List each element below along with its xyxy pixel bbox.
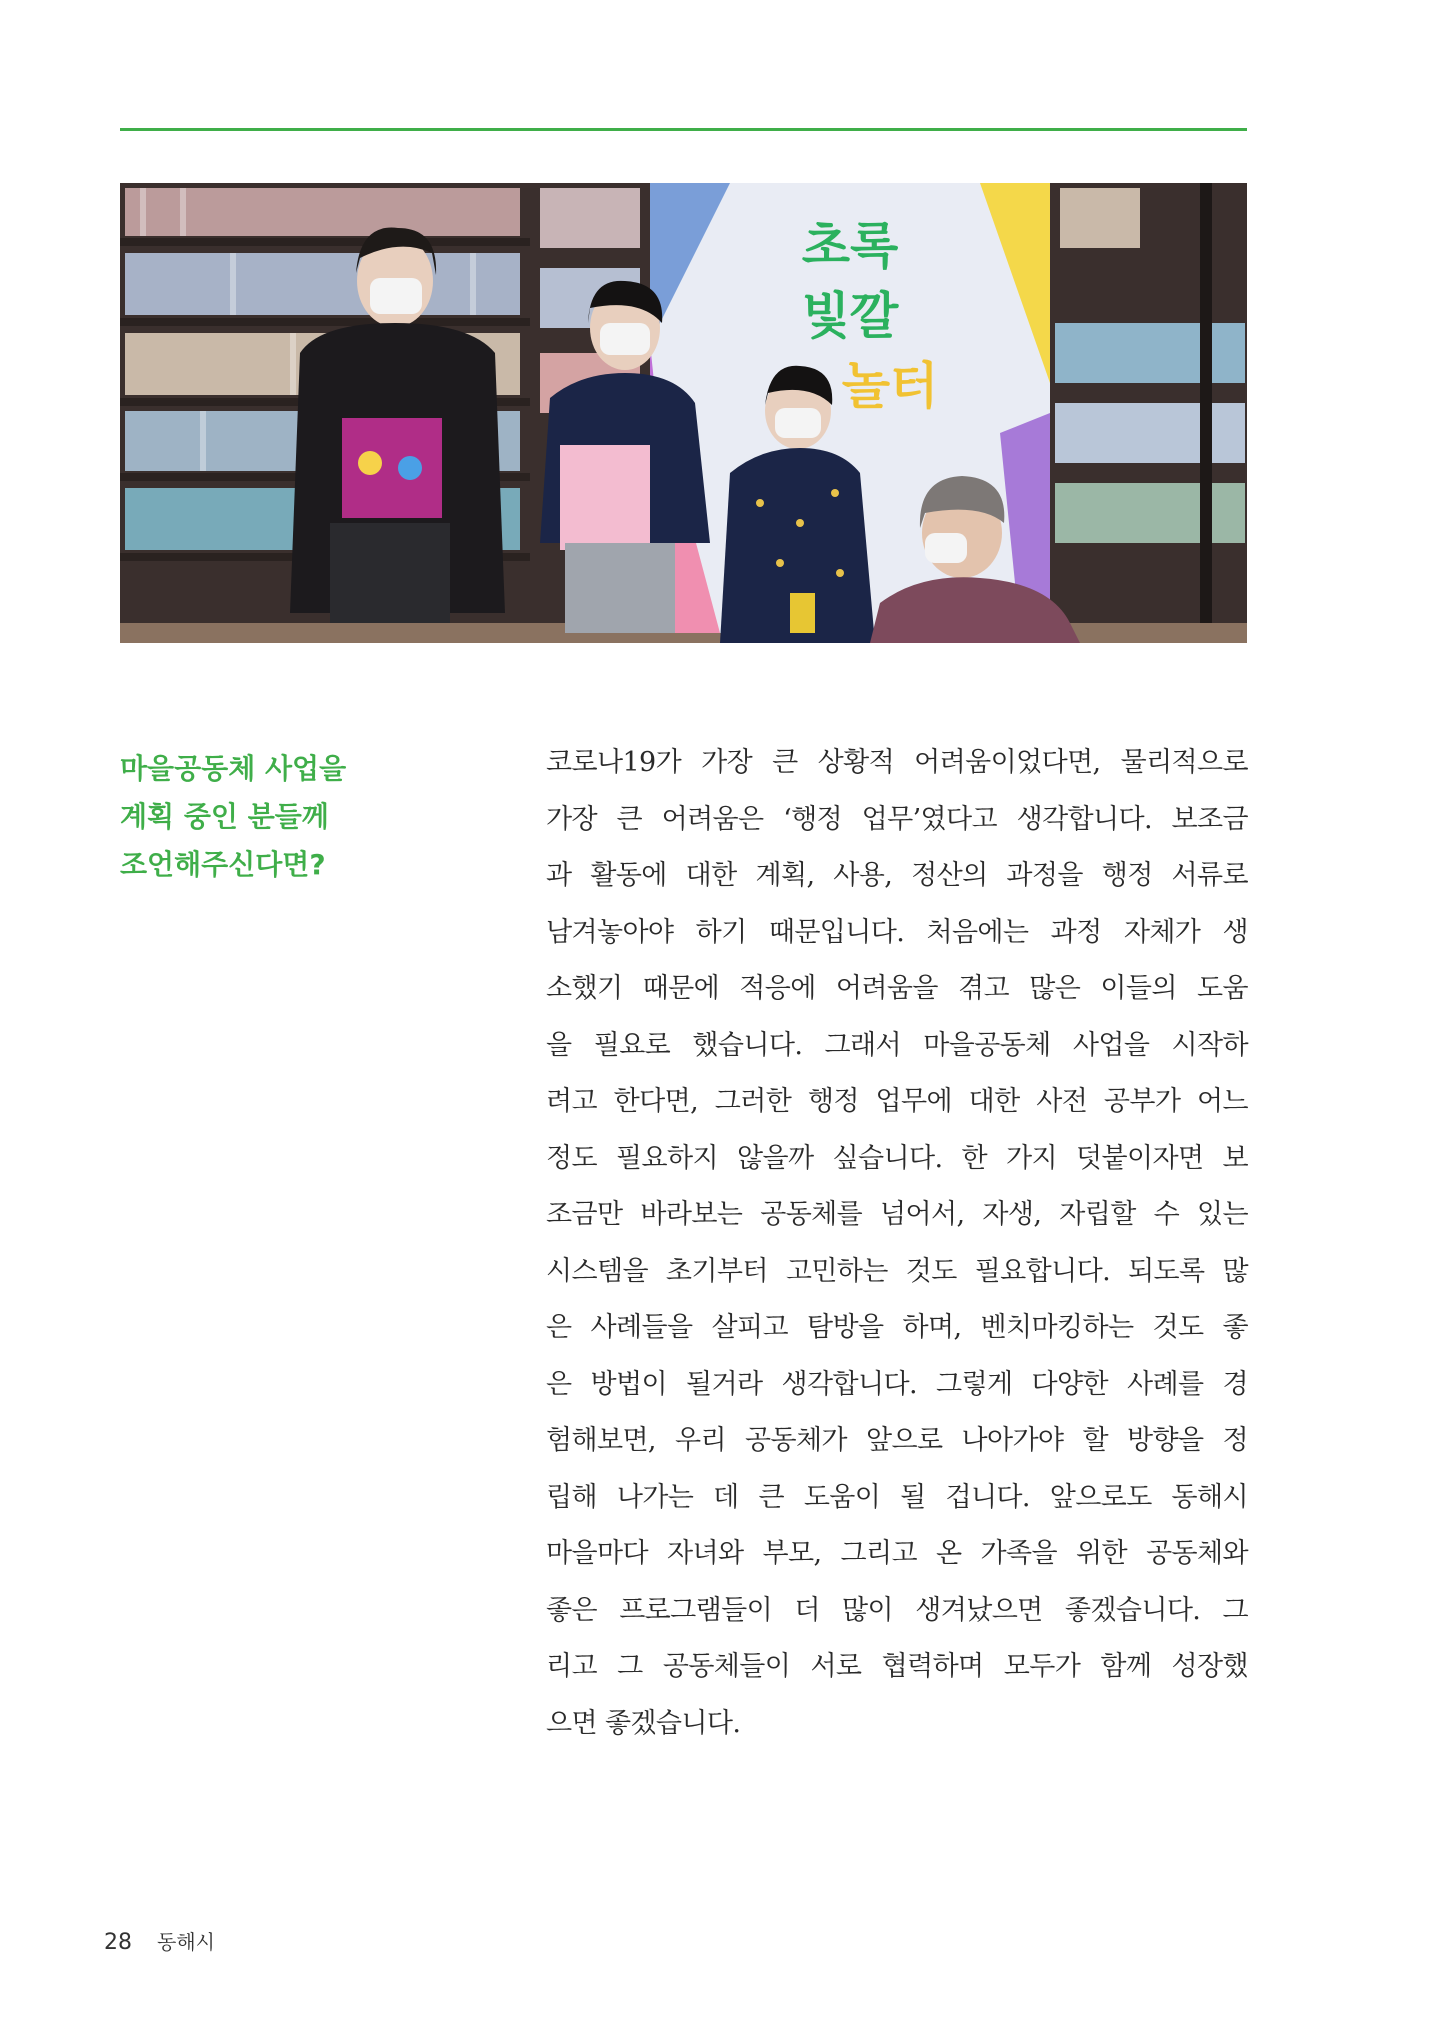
answer-paragraph	[546, 735, 1248, 1752]
event-photo	[120, 183, 1247, 643]
question-line: 조언해주신다면?	[120, 848, 326, 881]
library-scene-illustration	[120, 183, 1247, 643]
question-line: 마을공동체 사업을	[120, 752, 347, 785]
answer-line: 마을마다 자녀와 부모, 그리고 온 가족을 위한 공동체와	[546, 1538, 1248, 1569]
answer-line: 은 방법이 될거라 생각합니다. 그렇게 다양한 사례를 경	[546, 1368, 1248, 1400]
answer-line: 립해 나가는 데 큰 도움이 될 겁니다. 앞으로도 동해시	[546, 1481, 1248, 1513]
sign-text-line1: 초록	[801, 217, 899, 275]
answer-line: 험해보면, 우리 공동체가 앞으로 나아가야 할 방향을 정	[546, 1425, 1248, 1456]
answer-line: 으면 좋겠습니다.	[546, 1707, 741, 1739]
answer-line: 리고 그 공동체들이 서로 협력하며 모두가 함께 성장했	[546, 1651, 1248, 1682]
answer-line: 려고 한다면, 그러한 행정 업무에 대한 사전 공부가 어느	[546, 1086, 1248, 1117]
answer-line: 좋은 프로그램들이 더 많이 생겨났으면 좋겠습니다. 그	[546, 1594, 1248, 1626]
sign-text-line3: 놀터	[841, 357, 939, 415]
top-rule	[120, 128, 1247, 131]
footer-city: 동해시	[157, 1930, 215, 1954]
right-bookshelf	[1050, 183, 1247, 623]
sign-text-line2: 빛깔	[801, 287, 899, 345]
question-line: 계획 중인 분들께	[120, 800, 329, 833]
answer-line: 정도 필요하지 않을까 싶습니다. 한 가지 덧붙이자면 보	[546, 1142, 1248, 1174]
answer-line: 시스템을 초기부터 고민하는 것도 필요합니다. 되도록 많	[546, 1255, 1248, 1287]
answer-line: 은 사례들을 살피고 탐방을 하며, 벤치마킹하는 것도 좋	[546, 1312, 1248, 1343]
answer-line: 을 필요로 했습니다. 그래서 마을공동체 사업을 시작하	[546, 1029, 1248, 1061]
answer-line: 가장 큰 어려움은 ‘행정 업무’였다고 생각합니다. 보조금	[546, 803, 1248, 835]
answer-line: 남겨놓아야 하기 때문입니다. 처음에는 과정 자체가 생	[546, 916, 1248, 948]
page-number: 28	[104, 1930, 132, 1955]
answer-line: 과 활동에 대한 계획, 사용, 정산의 과정을 행정 서류로	[546, 860, 1248, 891]
page-footer	[104, 1926, 215, 1955]
answer-line: 조금만 바라보는 공동체를 넘어서, 자생, 자립할 수 있는	[546, 1199, 1248, 1230]
question-heading	[120, 745, 420, 889]
answer-line: 코로나19가 가장 큰 상황적 어려움이었다면, 물리적으로	[546, 747, 1248, 778]
answer-line: 소했기 때문에 적응에 어려움을 겪고 많은 이들의 도움	[546, 973, 1248, 1004]
